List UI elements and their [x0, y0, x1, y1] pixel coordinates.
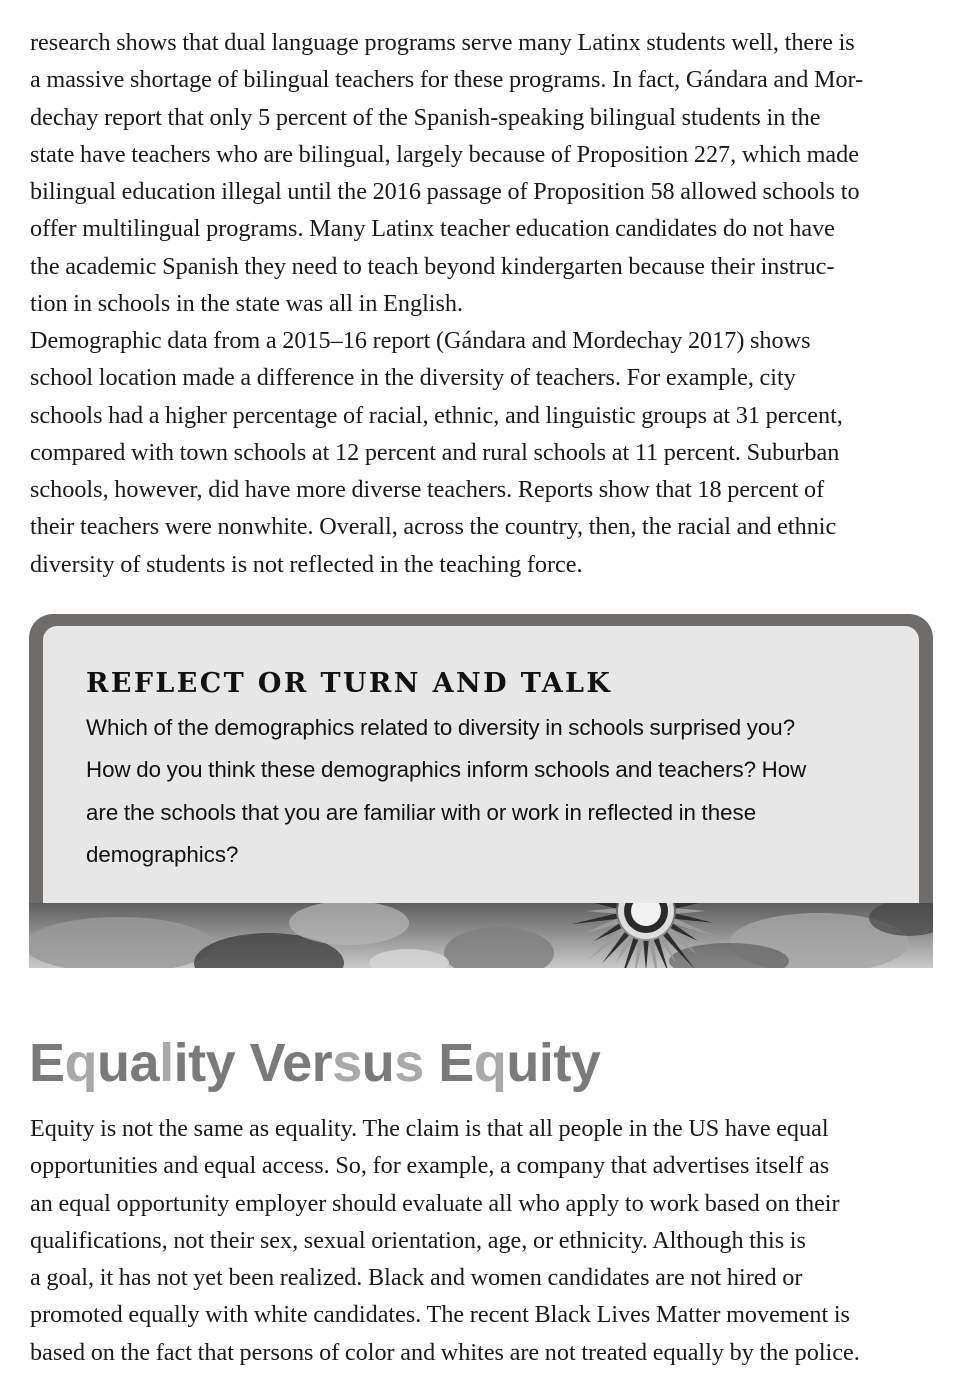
reflect-box — [29, 614, 933, 968]
reflect-box-prompt: Which of the demographics related to diversity in schools surprised you? How do you think these demographics inform schools and teachers? How are the schools that you are familiar with or work in reflected in these demographics? — [86, 715, 807, 868]
body-paragraph-1: research shows that dual language programs serve many Latinx students well, there is a massive shortage of bilingual teachers for these programs. In fact, Gándara and Mor- dechay report that only 5 percent of the Spanish-speaking bilingual students in the state have teachers who are bilingual, largely because of Proposition 227, which made bilingual education illegal until the 2016 passage of Proposition 58 allowed schools to offer multilingual programs. Many Latinx teacher education candidates do not have the academic Spanish they need to teach beyond kindergarten because their instruc- tion in schools in the state was all in English. — [30, 29, 864, 318]
section-heading: Equality Versus Equity — [29, 1033, 601, 1093]
reflect-box-title: REFLECT OR TURN AND TALK — [86, 668, 613, 699]
body-paragraph-3: Equity is not the same as equality. The claim is that all people in the US have equal opportunities and equal access. So, for example, a company that advertises itself as an equal opportunity employer should evaluate all who apply to work based on their qualifications, not their sex, sexual orientation, age, or ethnicity. Although this is a goal, it has not yet been realized. Black and women candidates are not hired or promoted equally with white candidates. The recent Black Lives Matter movement is based on the fact that persons of color and whites are not treated equally by the police. — [30, 1115, 860, 1366]
body-paragraph-2: Demographic data from a 2015–16 report (Gándara and Mordechay 2017) shows school location made a difference in the diversity of teachers. For example, city schools had a higher percentage of racial, ethnic, and linguistic groups at 31 percent, compared with town schools at 12 percent and rural schools at 11 percent. Suburban schools, however, did have more diverse teachers. Reports show that 18 percent of their teachers were nonwhite. Overall, across the country, then, the racial and ethnic diversity of students is not reflected in the teaching force. — [30, 327, 843, 578]
mandala-pattern-band — [29, 903, 933, 968]
